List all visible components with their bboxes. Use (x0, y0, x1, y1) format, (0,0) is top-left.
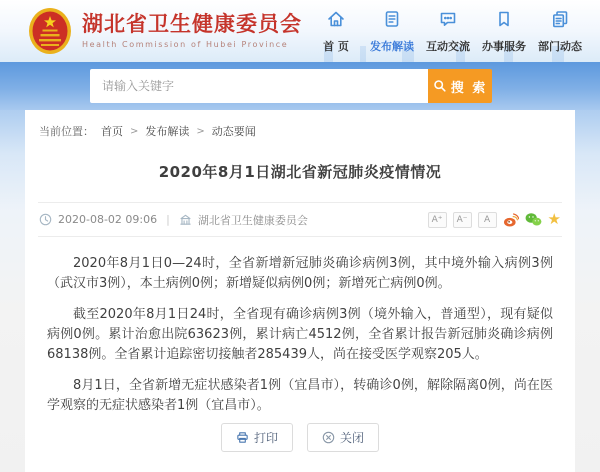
breadcrumb-item-publish[interactable]: 发布解读 (145, 125, 190, 138)
print-button-label: 打印 (253, 431, 278, 445)
nav-label: 首 页 (323, 40, 349, 53)
document-icon (364, 9, 420, 31)
nav-item-home[interactable] (308, 9, 364, 54)
font-size-reset-button[interactable]: A (478, 212, 497, 228)
printer-icon (236, 431, 249, 444)
site-subtitle: Health Commission of Hubei Province (82, 39, 289, 49)
files-icon (532, 9, 588, 31)
content-card (25, 110, 575, 472)
breadcrumb-item-home[interactable]: 首页 (101, 125, 123, 138)
font-size-increase-button[interactable]: A⁺ (428, 212, 447, 228)
breadcrumb-item-news[interactable]: 动态要闻 (211, 125, 256, 138)
nav-item-interaction[interactable] (420, 9, 476, 54)
article-paragraph: 8月1日，全省新增无症状感染者1例（宜昌市），转确诊0例，解除隔离0例，尚在医学观察的无症状感染者1例（宜昌市）。 (47, 378, 553, 413)
publish-date: 2020-08-02 09:06 (58, 213, 158, 226)
article-paragraph: 2020年8月1日0—24时，全省新增新冠肺炎确诊病例3例，其中境外输入病例3例（武汉市3例），本土病例0例；新增疑似病例0例；新增死亡病例0例。 (47, 256, 553, 291)
article-body (25, 237, 575, 416)
site-logo[interactable] (28, 7, 302, 55)
chat-icon (420, 9, 476, 31)
site-title: 湖北省卫生健康委员会 (82, 12, 302, 37)
national-emblem-icon (28, 7, 72, 55)
weibo-icon[interactable] (503, 212, 519, 228)
breadcrumb (25, 110, 575, 139)
nav-item-services[interactable] (476, 9, 532, 54)
article-actions (25, 423, 575, 452)
article-meta-row (25, 203, 575, 236)
home-icon (308, 9, 364, 31)
close-icon (322, 431, 335, 444)
search-input[interactable] (90, 69, 428, 103)
breadcrumb-separator: > (130, 125, 139, 137)
meta-separator: | (166, 213, 170, 226)
search-icon (433, 79, 447, 93)
bookmark-icon (476, 9, 532, 31)
article-paragraph: 截至2020年8月1日24时，全省现有确诊病例3例（境外输入，普通型），现有疑似病例0例。累计治愈出院63623例，累计病亡4512例，全省累计报告新冠肺炎确诊病例68138例。全省累计追踪密切接触者285439人，尚在接受医学观察205人。 (47, 307, 553, 362)
font-size-decrease-button[interactable]: A⁻ (453, 212, 472, 228)
breadcrumb-prefix: 当前位置： (39, 125, 94, 138)
source-icon (179, 213, 192, 226)
print-button[interactable] (221, 423, 293, 452)
nav-label: 互动交流 (426, 40, 470, 53)
nav-item-departments[interactable] (532, 9, 588, 54)
nav-label: 部门动态 (538, 40, 582, 53)
nav-item-publish[interactable] (364, 9, 420, 54)
nav-label: 办事服务 (482, 40, 526, 53)
clock-icon (39, 213, 52, 226)
search-button[interactable] (428, 69, 492, 103)
close-button-label: 关闭 (340, 431, 365, 445)
site-header (0, 0, 600, 62)
article-source: 湖北省卫生健康委员会 (197, 213, 308, 227)
breadcrumb-separator: > (196, 125, 205, 137)
search-button-label: 搜 索 (450, 80, 488, 96)
main-nav (308, 9, 588, 54)
nav-label: 发布解读 (370, 40, 414, 53)
favorite-star-icon[interactable]: ★ (547, 210, 561, 228)
article-title: 2020年8月1日湖北省新冠肺炎疫情情况 (158, 163, 442, 181)
search-band (0, 62, 600, 110)
wechat-icon[interactable] (525, 212, 542, 227)
close-button[interactable] (307, 423, 379, 452)
